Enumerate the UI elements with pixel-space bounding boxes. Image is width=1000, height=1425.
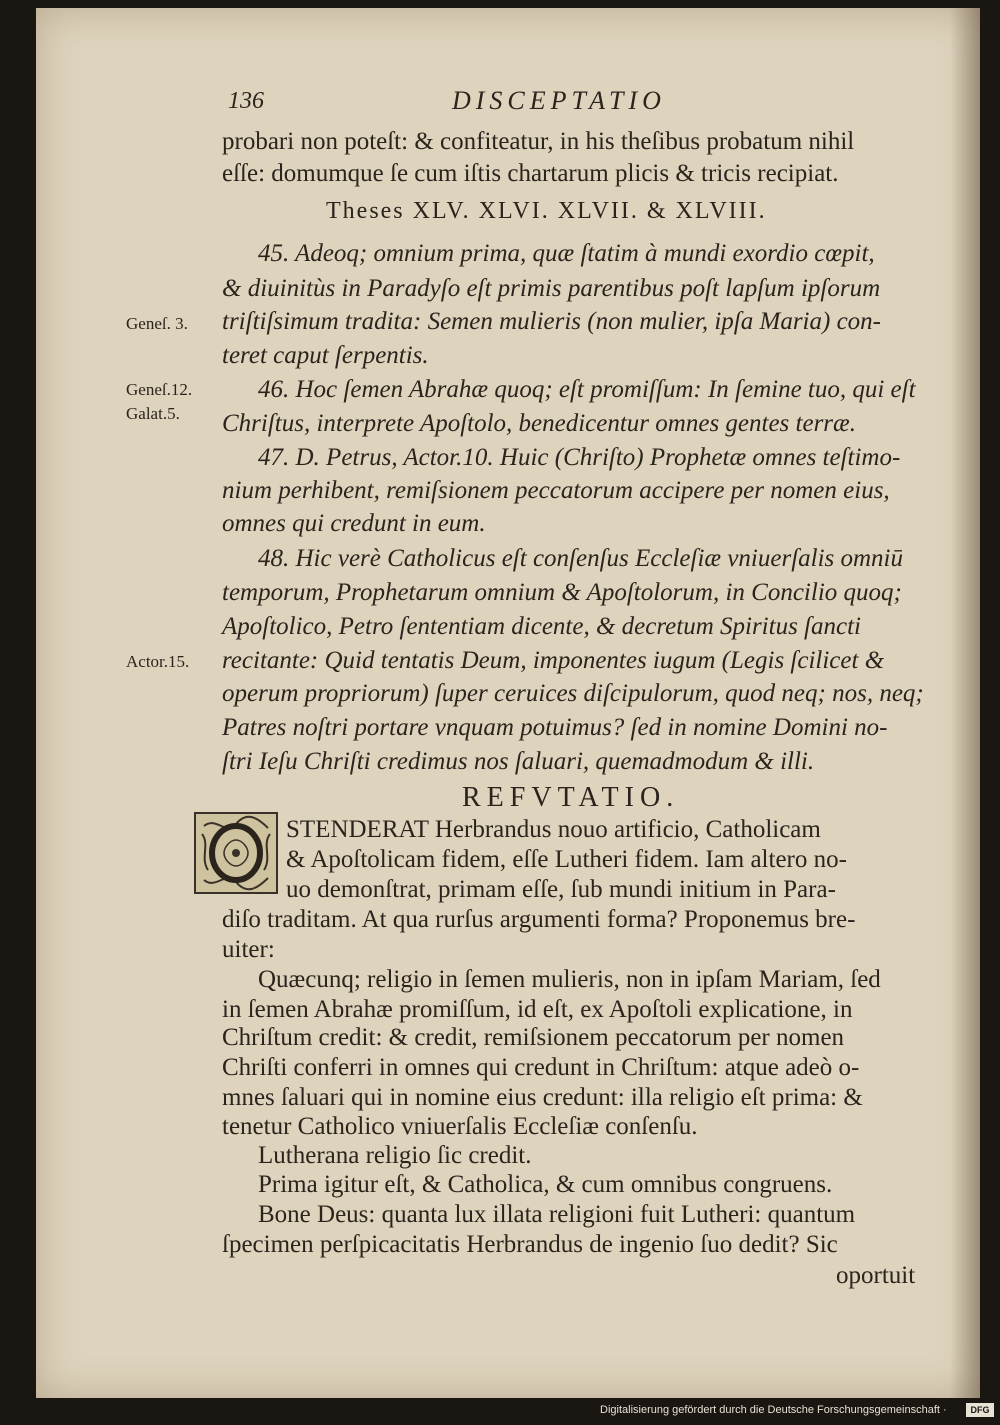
refutatio-line: Chriſtum credit: & credit, remiſsionem peccatorum per nomen <box>222 1024 845 1051</box>
refutatio-line: tenetur Catholico vniuerſalis Eccleſiæ conſenſu. <box>222 1113 698 1140</box>
refutatio-heading: REFVTATIO. <box>462 782 680 813</box>
refutatio-line: Prima igitur eſt, & Catholica, & cum omnibus congruens. <box>258 1171 833 1198</box>
refutatio-line: uiter: <box>222 936 275 963</box>
thesis-line: omnes qui credunt in eum. <box>222 510 486 537</box>
refutatio-line: STENDERAT Herbrandus nouo artificio, Catholicam <box>286 816 821 843</box>
margin-note: Actor.15. <box>126 652 190 671</box>
decorated-initial-icon <box>194 812 278 894</box>
refutatio-line: Quæcunq; religio in ſemen mulieris, non in ipſam Mariam, ſed <box>258 966 881 993</box>
margin-note: Geneſ. 3. <box>126 314 188 333</box>
refutatio-line: Bone Deus: quanta lux illata religioni fuit Lutheri: quantum <box>258 1201 856 1228</box>
refutatio-line: ſpecimen perſpicacitatis Herbrandus de ingenio ſuo dedit? Sic <box>222 1231 838 1258</box>
thesis-line: ſtri Ieſu Chriſti credimus nos ſaluari, quemadmodum & illi. <box>222 748 815 775</box>
thesis-line: Patres noſtri portare vnquam potuimus? ſed in nomine Domini no- <box>222 714 888 741</box>
body-line: eſſe: domumque ſe cum iſtis chartarum plicis & tricis recipiat. <box>222 160 839 187</box>
thesis-line: 45. Adeoq; omnium prima, quæ ſtatim à mundi exordio cœpit, <box>258 240 875 267</box>
thesis-line: operum propriorum) ſuper ceruices diſcipulorum, quod neq; nos, neq; <box>222 680 924 707</box>
thesis-line: 47. D. Petrus, Actor.10. Huic (Chriſto) Prophetæ omnes teſtimo- <box>258 444 901 471</box>
body-line: probari non poteſt: & confiteatur, in his theſibus probatum nihil <box>222 128 855 155</box>
refutatio-line: Lutherana religio ſic credit. <box>258 1142 532 1169</box>
thesis-line: & diuinitùs in Paradyſo eſt primis parentibus poſt lapſum ipſorum <box>222 275 881 302</box>
margin-note: Geneſ.12. <box>126 380 193 399</box>
page-gutter-shadow <box>950 8 980 1398</box>
refutatio-line: in ſemen Abrahæ promiſſum, id eſt, ex Apoſtoli explicatione, in <box>222 996 853 1023</box>
refutatio-line: mnes ſaluari qui in nomine eius credunt: illa religio eſt prima: & <box>222 1084 863 1111</box>
thesis-line: Apoſtolico, Petro ſententiam dicente, & decretum Spiritus ſancti <box>222 613 861 640</box>
theses-heading: Theses XLV. XLVI. XLVII. & XLVIII. <box>326 198 767 224</box>
refutatio-line: uo demonſtrat, primam eſſe, ſub mundi initium in Para- <box>286 876 836 903</box>
thesis-line: recitante: Quid tentatis Deum, imponentes iugum (Legis ſcilicet & <box>222 647 885 674</box>
catchword: oportuit <box>836 1262 916 1289</box>
refutatio-line: & Apoſtolicam fidem, eſſe Lutheri fidem. Iam altero no- <box>286 846 847 873</box>
thesis-line: Chriſtus, interprete Apoſtolo, benedicentur omnes gentes terræ. <box>222 410 856 437</box>
refutatio-line: Chriſti conferri in omnes qui credunt in Chriſtum: atque adeò o- <box>222 1054 860 1081</box>
refutatio-line: diſo traditam. At qua rurſus argumenti forma? Proponemus bre- <box>222 906 856 933</box>
thesis-line: teret caput ſerpentis. <box>222 342 429 369</box>
digitization-credit: Digitalisierung gefördert durch die Deutsche Forschungsgemeinschaft · <box>600 1404 947 1416</box>
thesis-line: triſtiſsimum tradita: Semen mulieris (non mulier, ipſa Maria) con- <box>222 308 881 335</box>
thesis-line: nium perhibent, remiſsionem peccatorum accipere per nomen eius, <box>222 477 890 504</box>
running-title: DISCEPTATIO <box>452 86 666 115</box>
thesis-line: 46. Hoc ſemen Abrahæ quoq; eſt promiſſum: In ſemine tuo, qui eſt <box>258 376 916 403</box>
page-number: 136 <box>228 88 264 114</box>
dfg-logo-icon: DFG <box>966 1403 994 1417</box>
margin-note: Galat.5. <box>126 404 180 423</box>
thesis-line: temporum, Prophetarum omnium & Apoſtolorum, in Concilio quoq; <box>222 579 902 606</box>
thesis-line: 48. Hic verè Catholicus eſt conſenſus Eccleſiæ vniuerſalis omniū <box>258 545 904 572</box>
